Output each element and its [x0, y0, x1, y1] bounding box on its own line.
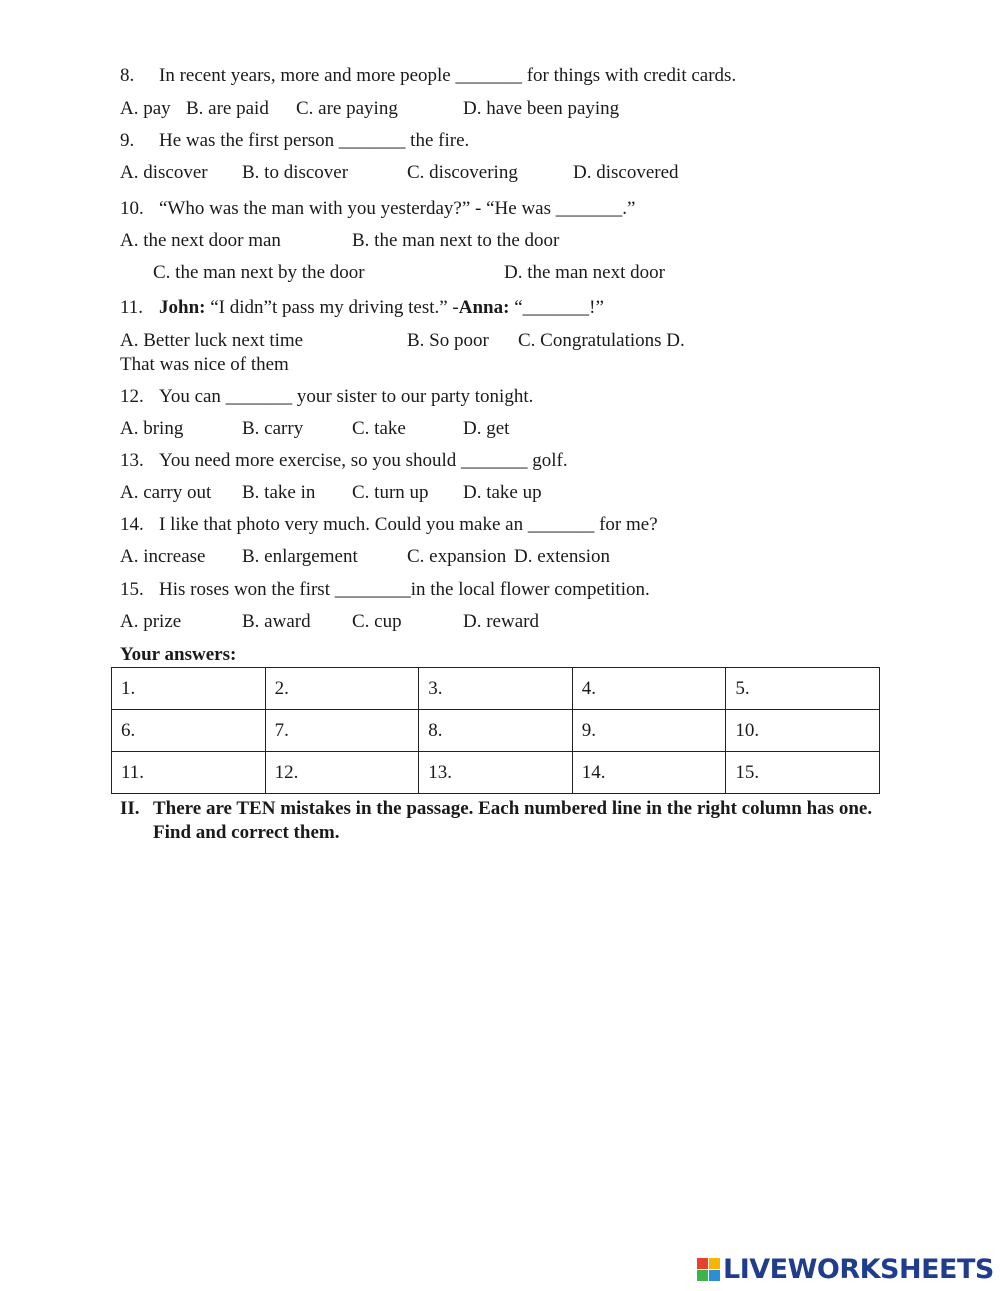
q10-option-c: C. the man next by the door — [153, 262, 365, 283]
table-row — [112, 752, 880, 794]
section-number: II. — [120, 798, 140, 819]
answer-cell[interactable]: 11. — [112, 752, 266, 794]
q11-option-d: That was nice of them — [120, 354, 289, 375]
section-2-instructions — [120, 797, 880, 845]
q9-option-c: C. discovering — [407, 162, 518, 183]
q15-option-d: D. reward — [463, 611, 539, 632]
answer-cell[interactable]: 6. — [112, 710, 266, 752]
answer-cell[interactable]: 12. — [265, 752, 419, 794]
q11-option-a: A. Better luck next time — [120, 330, 304, 351]
q11-option-c: C. Congratulations D. — [518, 330, 685, 351]
question-15: 15. His roses won the first ________in the local flower competition. — [120, 579, 650, 600]
answers-heading: Your answers: — [120, 644, 237, 665]
question-9: 9. He was the first person _______ the fire. — [120, 130, 470, 151]
q9-option-b: B. to discover — [242, 162, 349, 183]
answer-cell[interactable]: 4. — [572, 668, 726, 710]
answer-cell[interactable]: 10. — [726, 710, 880, 752]
answer-cell[interactable]: 9. — [572, 710, 726, 752]
q14-option-b: B. enlargement — [242, 546, 358, 567]
q15-option-c: C. cup — [352, 611, 402, 632]
q12-option-d: D. get — [463, 418, 510, 439]
answer-cell[interactable]: 14. — [572, 752, 726, 794]
q10-option-d: D. the man next door — [504, 262, 665, 283]
q14-option-d: D. extension — [514, 546, 611, 567]
q12-option-b: B. carry — [242, 418, 304, 439]
q12-option-a: A. bring — [120, 418, 184, 439]
question-12: 12. You can _______ your sister to our party tonight. — [120, 386, 534, 407]
q8-option-a: A. pay — [120, 98, 171, 119]
liveworksheets-logo — [697, 1254, 994, 1285]
answer-cell[interactable]: 2. — [265, 668, 419, 710]
answer-cell[interactable]: 7. — [265, 710, 419, 752]
q13-option-a: A. carry out — [120, 482, 212, 503]
q14-option-c: C. expansion — [407, 546, 507, 567]
q11-option-b: B. So poor — [407, 330, 489, 351]
section-text: There are TEN mistakes in the passage. Each numbered line in the right column has one. Find and correct them. — [153, 798, 873, 843]
answer-cell[interactable]: 1. — [112, 668, 266, 710]
logo-block — [709, 1258, 720, 1269]
question-11: 11. John: “I didn”t pass my driving test.” -Anna: “_______!” — [120, 297, 604, 318]
q15-option-b: B. award — [242, 611, 311, 632]
answer-cell[interactable]: 13. — [419, 752, 573, 794]
question-13: 13. You need more exercise, so you should _______ golf. — [120, 450, 568, 471]
table-row — [112, 710, 880, 752]
q13-option-c: C. turn up — [352, 482, 429, 503]
q8-option-d: D. have been paying — [463, 98, 620, 119]
answer-cell[interactable]: 3. — [419, 668, 573, 710]
q9-option-d: D. discovered — [573, 162, 679, 183]
q12-option-c: C. take — [352, 418, 406, 439]
answer-cell[interactable]: 15. — [726, 752, 880, 794]
logo-block — [697, 1270, 708, 1281]
q8-option-c: C. are paying — [296, 98, 398, 119]
logo-text: LIVEWORKSHEETS — [723, 1254, 994, 1285]
logo-block — [709, 1270, 720, 1281]
q14-option-a: A. increase — [120, 546, 206, 567]
answer-cell[interactable]: 5. — [726, 668, 880, 710]
question-8: 8. In recent years, more and more people _______ for things with credit cards. — [120, 65, 737, 86]
logo-mark-icon — [697, 1258, 720, 1281]
q13-option-d: D. take up — [463, 482, 542, 503]
q8-option-b: B. are paid — [186, 98, 269, 119]
logo-block — [697, 1258, 708, 1269]
answers-table — [111, 667, 880, 794]
speaker-anna: Anna: — [458, 297, 510, 318]
question-14: 14. I like that photo very much. Could you make an _______ for me? — [120, 514, 658, 535]
q10-option-b: B. the man next to the door — [352, 230, 560, 251]
question-10: 10. “Who was the man with you yesterday?” - “He was _______.” — [120, 198, 636, 219]
q15-option-a: A. prize — [120, 611, 182, 632]
answer-cell[interactable]: 8. — [419, 710, 573, 752]
table-row — [112, 668, 880, 710]
q9-option-a: A. discover — [120, 162, 208, 183]
speaker-john: John: — [159, 297, 206, 318]
q13-option-b: B. take in — [242, 482, 316, 503]
q10-option-a: A. the next door man — [120, 230, 281, 251]
